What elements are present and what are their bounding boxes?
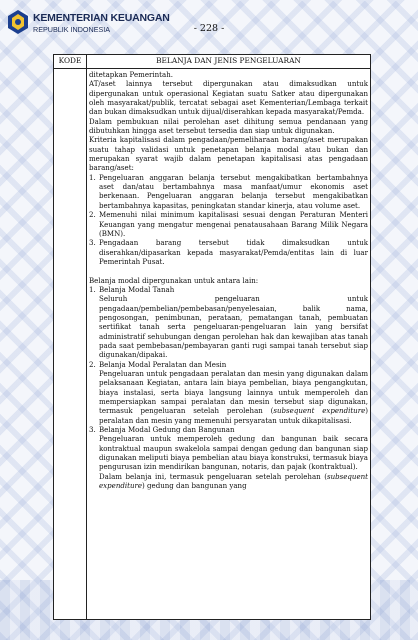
column-header-kode: KODE (58, 56, 82, 65)
list-item-peralatan-text: Pengeluaran untuk pengadaan peralatan dan mesin yang digunakan dalam pelaksanaan Kegiatan, antara lain biaya pembelian, biaya pengangkutan, biaya instalasi, serta biaya langsung lainnya untuk memperoleh dan mempersiapkan sampai peralatan dan mesin tersebut siap digunakan, termasuk pengeluaran setelah perolehan (subsequent expenditure) peralatan dan mesin yang memenuhi persyaratan untuk dikapitalisasi. (99, 369, 368, 425)
list-item-tanah-text: Seluruh pengeluaran untuk pengadaan/pembelian/pembebasan/penyelesaian, balik nama, pengosongan, penimbunan, perataan, pematangan tanah, pembuatan sertifikat tanah serta pengeluaran-pengeluaran lain yang bersifat administratif sehubungan dengan perolehan hak dan kewajiban atas tanah pada saat pembebasan/pembayaran ganti rugi sampai tanah tersebut siap digunakan/dipakai. (99, 294, 368, 360)
list-item-gedung-text-2: Dalam belanja ini, termasuk pengeluaran setelah perolehan (subsequent expenditure) gedung dan bangunan yang (99, 471, 368, 491)
list-item-gedung: 3. Belanja Modal Gedung dan Bangunan (89, 425, 235, 435)
list-item-peralatan: 2. Belanja Modal Peralatan dan Mesin (89, 359, 227, 369)
list-item-tanah: 1. Belanja Modal Tanah (89, 284, 175, 294)
org-subtitle: REPUBLIK INDONESIA (33, 25, 111, 34)
paragraph-intro: Belanja modal dipergunakan untuk antara lain: (89, 275, 259, 285)
criteria-item: 2. Memenuhi nilai minimum kapitalisasi sesuai dengan Peraturan Menteri Keuangan yang mengatur mengenai penatausahaan Barang Milik Negara (BMN). (89, 210, 368, 238)
paragraph-end: ditetapkan Pemerintah. (89, 70, 173, 79)
document-body (89, 70, 368, 490)
column-header-belanja: BELANJA DAN JENIS PENGELUARAN (156, 56, 301, 65)
org-name: KEMENTERIAN KEUANGAN (33, 12, 170, 24)
criteria-item: 1. Pengeluaran anggaran belanja tersebut mengakibatkan bertambahnya aset dan/atau bertambahnya masa manfaat/umur ekonomis aset berkenaan. Pengeluaran anggaran belanja tersebut mengakibatkan bertambahnya kapasitas, peningkatan standar kinerja, atau volume aset. (89, 172, 368, 210)
page-number: - 228 - (193, 23, 225, 34)
paragraph-aset: AT/aset lainnya tersebut dipergunakan atau dimaksudkan untuk dipergunakan untuk operasional Kegiatan suatu Satker atau dipergunakan oleh masyarakat/publik, tercatat sebagai aset Kementerian/Lembaga terkait dan bukan dimaksudkan untuk dijual/diserahkan kepada masyarakat/Pemda. (89, 79, 368, 117)
list-item-gedung-text: Pengeluaran untuk memperoleh gedung dan bangunan baik secara kontraktual maupun swakelola sampai dengan gedung dan bangunan siap digunakan meliputi biaya pembelian atau biaya konstruksi, termasuk biaya pengurusan izin mendirikan bangunan, notaris, dan pajak (kontraktual). (99, 434, 368, 472)
paragraph-kriteria: Kriteria kapitalisasi dalam pengadaan/pemeliharaan barang/aset merupakan suatu tahap validasi untuk penetapan belanja modal atau bukan dan merupakan syarat wajib dalam penetapan kapitalisasi atas pengadaan barang/aset: (89, 135, 368, 173)
table-header-row (54, 55, 370, 69)
criteria-item: 3. Pengadaan barang tersebut tidak dimaksudkan untuk diserahkan/dipasarkan kepada masyarakat/Pemda/entitas lain di luar Pemerintah Pusat. (89, 238, 368, 266)
column-divider (86, 55, 87, 619)
document-table (53, 54, 371, 620)
page-header (0, 0, 418, 46)
paragraph-pembukuan: Dalam pembukuan nilai perolehan aset dihitung semua pendanaan yang dibutuhkan hingga aset tersebut tersedia dan siap untuk digunakan. (89, 116, 368, 136)
